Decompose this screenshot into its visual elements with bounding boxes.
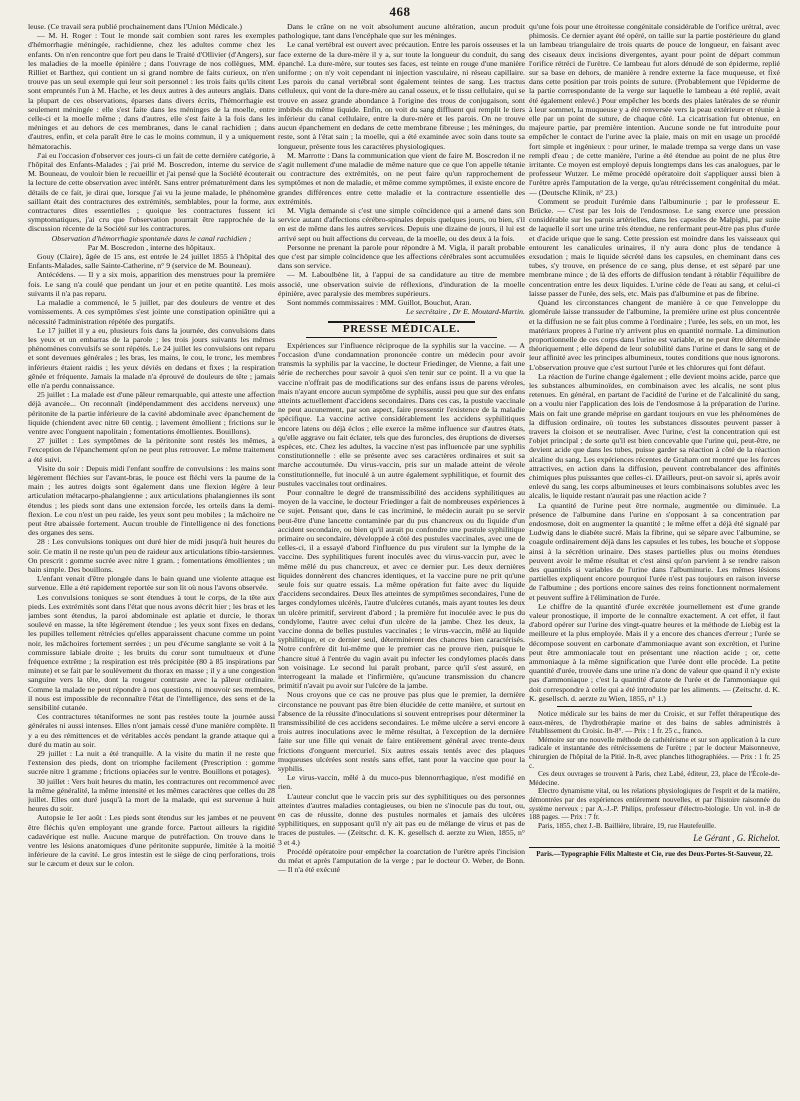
- advertisement: Mémoire sur une nouvelle méthode de cathétérisme et sur son application à la cure radicale et instantanée des rétrécissemens de l'urètre ; par le docteur Maisonneuve, chirurgien de l'hôpital de la Pitié. In-8, avec planches lithographiées. — Prix : 1 fr. 25 c.: [529, 735, 780, 770]
- observation-author: Par M. Boscredon , interne des hôpitaux.: [87, 242, 216, 252]
- paragraph: 30 juillet : Vers huit heures du matin, les contractures ont recommencé avec la même généralité, la même intensité et les mêmes caractères que celles du 28 juillet. Elles ont duré jusqu'à la mort de la malade, qui est survenue à huit heures du soir.: [28, 776, 275, 814]
- paragraph: Nous croyons que ce cas ne prouve pas plus que le premier, la dernière circonstance ne pouvant pas être bien élucidée de cette manière, et surtout en l'absence de la réussite d'inoculations si souvent entreprises pour déterminer la transmissibilité de ces accidens secondaires. Le même ulcère a servi encore à trois autres inoculations avec le même résultat, à l'exception de la dernière faite sur une fille qui venait de faire entièrement général avec trente-deux frictions d'onguent mercuriel. Six autres essais tentés avec des plaques muqueuses ulcérées sont restés sans effet, tant pour la vaccine que pour la syphilis.: [278, 690, 525, 774]
- paragraph: Ces contractures tétaniformes ne sont pas restées toute la journée aussi générales ni aussi intenses. Elles n'ont jamais cessé d'une manière complète. Il y a eu des rémittences et de véritables accès pendant la grande attaque qui a duré du matin au soir.: [28, 712, 275, 749]
- paragraph: Sont nommés commissaires : MM. Guillot, Bouchut, Aran.: [287, 298, 472, 308]
- paragraph: Quand les circonstances changent de manière à ce que l'enveloppe du glomérule laisse transsuder de l'albumine, la première urine est plus concentrée et la diffusion ne se fait plus comme à l'ordinaire ; l'urée, les sels, en un mot, les matériaux propres à l'urine n'y arrivent plus en quantité normale. La diminution proportionnelle de ces corps dans l'urine est variable, et ne peut être déterminée théoriquement ; elle dépend de leur solubilité dans l'urine et dans le sang et de leur affinité avec les principes albumineux, toutes conditions que nous ignorons. L'observation prouve que c'est surtout l'urée et les chlorures qui font défaut.: [529, 298, 780, 372]
- paragraph: leuse. (Ce travail sera publié prochainement dans l'Union Médicale.): [28, 22, 243, 31]
- advertisement: Electro dynamisme vital, ou les relations physiologiques de l'esprit et de la matière, démontrées par des expériences entièrement nouvelles, et par l'histoire raisonnée du système nerveux ; par A.-J.-P. Philips, professeur d'électro-biologie. Un vol. in-8 de 188 pages. — Prix : 7 fr.: [529, 787, 780, 822]
- paragraph: Le 17 juillet il y a eu, plusieurs fois dans la journée, des convulsions dans les yeux et un embarras de la parole ; les trois jours suivants les mêmes phénomènes convulsifs se sont répétés. Le 24 juillet les convulsions ont reparu et sont devenues générales ; les bras, les mains, le cou, le tronc, les membres inférieurs étaient raidis ; les yeux déviés en dedans et fixes ; la respiration gênée et fréquente. Jamais la malade n'a éprouvé de douleurs de tête ; jamais elle n'a perdu connaissance.: [28, 325, 275, 390]
- advertisement: Ces deux ouvrages se trouvent à Paris, chez Labé, éditeur, 23, place de l'École-de-Médecine.: [529, 770, 780, 787]
- gerant-signature: Le Gérant , G. Richelot.: [693, 833, 780, 844]
- paragraph: Visite du soir : Depuis midi l'enfant souffre de convulsions : les mains sont légèrement fléchies sur l'avant-bras, le pouce est fléchi vers la paume de la main ; les autres doigts sont également dans une flexion légère à leur articulation métacarpo-phalangienne ; aux articulations phalangiennes ils sont étendus ; les pieds sont dans une extension forcée, les orteils dans la demi-flexion. Le cou n'est un peu raide, les yeux sont peu mobiles ; la mâchoire ne peut être abaissée fortement. Aucun trouble de l'intelligence ni des fonctions des organes des sens.: [28, 463, 275, 538]
- paragraph: 27 juillet : Les symptômes de la péritonite sont restés les mêmes, à l'exception de l'épanchement qu'on ne peut plus retrouver. Le même traitement a été suivi.: [28, 436, 275, 464]
- paragraph: L'enfant venait d'être plongée dans le bain quand une violente attaque est survenue. Elle a été rapidement reportée sur son lit où nous l'avons observée.: [28, 574, 275, 593]
- paragraph: — M. Laboulbène lit, à l'appui de sa candidature au titre de membre associé, une observation suivie de réflexions, d'induration de la moelle épinière, avec paralysie des membres supérieurs.: [278, 270, 525, 298]
- column-left: [28, 22, 275, 1072]
- advertisements: [529, 710, 780, 830]
- paragraph: J'ai eu l'occasion d'observer ces jours-ci un fait de cette dernière catégorie, à l'hôpital des Enfants-Malades ; j'ai prié M. Boscredon, interne du service de M. Bouneau, de vouloir bien le recueillir et j'ai pensé que la Société écouterait la lecture de cette observation avec intérêt. Sans entrer prématurément dans les détails de ce fait, je dirai que, lorsque j'ai vu la jeune malade, le phénomène saillant était des contractures des extrémités, semblables, pour la forme, aux contractures dites essentielles ; quoique les contractures fussent ici symptomatiques, j'ai cru que l'observation pourrait être rapprochée de la discussion récente de la Société sur les contractures.: [28, 150, 275, 234]
- paragraph: 25 juillet : La malade est d'une pâleur remarquable, qui atteste une affection déjà avancée... On reconnaît (indépendamment des accidens nerveux) une péritonite de la partie inférieure de la cavité abdominale avec épanchement de liquide (chiendent avec nitre 60 centig. ; lavement émollient ; frictions sur le ventre avec l'onguent napolitain ; fomentations émollientes. Bouillons).: [28, 390, 275, 436]
- paragraph: La maladie a commencé, le 5 juillet, par des douleurs de ventre et des vomissements. A ces symptômes s'est jointe une constipation opiniâtre qui a nécessité l'administration répétée des purgatifs.: [28, 298, 275, 326]
- advertisement: Paris, 1855, chez J.-B. Baillière, libraire, 19, rue Hautefeuille.: [538, 821, 717, 830]
- paragraph: Le canal vertébral est ouvert avec précaution. Entre les parois osseuses et la face externe de la dure-mère il y a, sur toute la longueur du conduit, du sang épanché. La dure-mère, sur toutes ses faces, est teinte en rouge d'une manière uniforme ; on n'y voit cependant ni injection vasculaire, ni réseau capillaire. Les parois du canal vertébral sont également teintes de sang. Les tractus celluleux, qui vont de la dure-mère au canal osseux, et le tissu cellulaire, qui se trouve en assez grande abondance à l'origine des trous de conjugaison, sont imbibés du même liquide. Enfin, on voit du sang diffluent qui remplit le tiers inférieur du canal cellulaire, entre la dure-mère et les parois. On ne trouve aucun épanchement en dedans de cette membrane fibreuse ; les méninges, du reste, sont à l'état sain ; la moelle, qui a été examinée avec soin dans toute sa longueur, présente tous les caractères physiologiques.: [278, 40, 525, 151]
- paragraph: Procédé opératoire pour empêcher la coarctation de l'urètre après l'incision du méat et après l'amputation de la verge ; par le docteur O. Weber, de Bonn. — Il n'a été exécuté: [278, 846, 525, 875]
- paragraph: Personne ne prenant la parole pour répondre à M. Vigla, il paraît probable que c'est par simple coïncidence que les affections cérébrales sont accumulées dans son service.: [278, 242, 525, 271]
- paragraph: M. Marrotte : Dans la communication que vient de faire M. Boscredon il ne s'agit nullement d'une maladie de même nature que ce que l'on appelle tétanie ou contracture des extrémités, on ne peut faire qu'un rapprochement de symptômes et non de maladie, et même comme symptômes, il existe encore de grandes différences entre cette maladie et la contracture essentielle des extrémités.: [278, 150, 525, 206]
- paragraph: Expériences sur l'influence réciproque de la syphilis sur la vaccine. — A l'occasion d'une condamnation prononcée contre un médecin pour avoir transmis la syphilis par la vaccine, le docteur Friedinger, de Vienne, a fait une série de recherches pour savoir à quoi s'en tenir sur ce point. Il a vu que la vaccine n'offrait pas de modifications sur des enfans issus de parens véroles, mais n'ayant encore aucun symptôme de syphilis, aussi peu que sur des enfans atteints actuellement d'accidens secondaires. Dans ces cas, la pustule vaccinale ne peut aucunement, par son aspect, faire pressentir l'existence de la maladie spécifique. La vaccine active considérablement les accidens syphilitiques encore latens ou déjà éclos ; elle exerce la même influence sur d'autres états, qu'elle aggrave ou fait éclater, tels que des furoncles, des éruptions de diverses espèces, etc. Chez les adultes, la vaccine n'est pas influencée par une syphilis constitutionnelle : elle se présente avec ses caractères ordinaires et suit sa marche accoutumée. Du virus-vaccin, pris sur un malade atteint de vérole constitutionnelle, fut inoculé à un autre également syphilitique, et fournit des pustules vaccinales tout ordinaires.: [278, 340, 525, 488]
- paragraph: Le chiffre de la quantité d'urée excrétée journellement est d'une grande valeur pronostique, il importe de le connaître exactement. A cet effet, il faut d'abord opérer sur l'urine des vingt-quatre heures et la méthode de Liebig est la meilleure et la plus employée. Mais il y a encore des chances d'erreur ; l'urée se décompose souvent en carbonate d'ammoniaque avant son excrétion, et l'urine peut être ammoniacale tout en présentant une réaction acide ; or, cette ammoniaque à la même signification que l'urée dont elle procède. La petite quantité d'urée, trouvée dans une urine n'a donc de valeur que quand il n'y existe pas d'ammoniaque ; c'est la quantité d'azote de l'urée et de l'ammoniaque qui doit correspondre à celle qui a été introduite par les aliments. — (Zeitschr. d. K. K. gesellsch. d. aerzte zu Wien, 1855, n° 1.): [529, 601, 780, 703]
- column-right: [529, 22, 780, 1072]
- paragraph: 28 : Les convulsions toniques ont duré hier de midi jusqu'à huit heures du soir. Ce matin il ne reste qu'un peu de raideur aux articulations tibio-tarsiennes. On prescrit : gomme sucrée avec nitre 1 gram. ; fomentations émollientes ; un bain simple. Des bouillons.: [28, 537, 275, 574]
- paragraph: qu'une fois pour une étroitesse congénitale considérable de l'orifice urétral, avec phimosis. Ce dernier ayant été opéré, on taille sur la partie postérieure du gland un lambeau triangulaire de trois quarts de pouce de longueur, en faisant avec des ciseaux deux incisions divergentes, ayant pour point de départ commun l'orifice rétréci de l'urètre. Ce lambeau fut alors dénudé de son épiderme, replié sur sa base en dehors, de manière à rendre externe la face muqueuse, et fixé dans cette position par trois points de suture. (Probablement que l'épiderme de la partie correspondante de la verge sur laquelle le lambeau a été replié, avait été également enlevé.) Pour empêcher les bords des plaies latérales de se réunir à leur sommet, la muqueuse y a été renversée vers la peau extérieure et réunie à elle par un point de suture, de chaque côté. La cicatrisation fut obtenue, en majeure partie, par première intention. Aucune sonde ne fut introduite pour empêcher le contact de l'urine avec la plaie, mais on mit en usage un procédé fort simple et ingénieux : pour uriner, le malade trempa sa verge dans un vase rempli d'eau ; de cette manière, l'urine a été étendue au point de ne plus être irritante. Ce moyen est employé depuis longtemps dans les cas analogues, par le professeur Wutzer. Le même procédé opératoire doit s'appliquer aussi bien à l'urètre après l'amputation de la verge, qu'au rétrécissement congénital du méat. — (Deutsche Klinik, n° 23.): [529, 22, 780, 197]
- section-title: PRESSE MÉDICALE.: [342, 322, 461, 335]
- divider: [557, 706, 752, 707]
- column-middle: [278, 22, 525, 1072]
- paragraph: Gouy (Claire), âgée de 15 ans, est entrée le 24 juillet 1855 à l'hôpital des Enfants-Malades, salle Sainte-Catherine, n° 9 (service de M. Bouneau).: [28, 252, 275, 271]
- divider: [306, 337, 497, 338]
- advertisement: Notice médicale sur les bains de mer du Croisic, et sur l'effet thérapeutique des eaux-mères, de l'hydrothérapie marine et des bains de sables administrés à l'établissement du Croisic. In-8°. — Prix : 1 fr. 25 c., franco.: [529, 710, 780, 736]
- secretary-signature: Le secrétaire , Dr E. Moutard-Martin.: [406, 307, 525, 317]
- observation-title: Observation d'hémorrhagie spontanée dans le canal rachidien ;: [51, 233, 252, 243]
- paragraph: Autopsie le 1er août : Les pieds sont étendus sur les jambes et ne peuvent être fléchis qu'en employant une grande force. Partout ailleurs la rigidité cadavérique est nulle. Aucune marque de putréfaction. On trouve dans le ventre les lésions anatomiques d'une péritonite suppurée, limitée à la moitié inférieure de la cavité. Le gros intestin est le siège de cinq perforations, trois sur le cæcum et deux sur le colon.: [28, 813, 275, 869]
- paragraph: La réaction de l'urine change également ; elle devient moins acide, parce que les substances albuminoïdes, en combinaison avec les alcalis, ne sont plus retenues. En général, en partant de l'acidité de l'urine et de l'alcalinité du sang, on a voulu nier l'application des lois de l'endosmose à la préparation de l'urine. Mais on fait une grande méprise en gardant toujours en vue les phénomènes de la diffusion ordinaire, où toutes les substances dissoutes peuvent passer à travers la cloison et se neutraliser. Avec l'urine, c'est la concentration qui est l'objet principal ; de sorte qu'il est bien concevable que l'urine qui, peut-être, ne devient acide que dans les tubes, puisse garder sa réaction à côté de la réaction alcaline du sang. Les expériences récentes de Graham ont montré que les forces attractives, en action dans la diffusion, peuvent contrebalancer des affinités chimiques plus puissantes que celles-ci. D'ailleurs, peut-on savoir si, après avoir enlevé du sang, les corps albumineuses et leurs combinaisons solubles avec les alcalis, le liquide restant n'aurait pas une réaction acide ?: [529, 371, 780, 501]
- paragraph: Les convulsions toniques se sont étendues à tout le corps, de la tête aux pieds. Les extrémités sont dans l'état que nous avons décrit hier ; les bras et les jambes sont étendus, la paroi abdominale est aplatie et durcie, le thorax soulevé en masse, la tête légèrement étendue ; les yeux sont fixes en dedans, les pupilles tellement rétrécies qu'elles apparaissent chacune comme un point noir, les mâchoires fortement serrées ; un peu d'écume sanglante se voit à la commissure labiale droite ; les bruits du cœur sont tumultueux et d'une fréquence extrême ; la respiration est très précipitée (80 à 85 inspirations par minute) et se fait par le soulèvement du thorax en masse ; il y a une congestion sanguine vers la tête, dont la rougeur contraste avec la pâleur ordinaire. Comme la malade ne peut répondre à nos questions, ni mouvoir ses membres, il nous est impossible de reconnaître l'état de l'intelligence, des sens et de la sensibilité cutanée.: [28, 592, 275, 713]
- paragraph: M. Vigla demande si c'est une simple coïncidence qui a amené dans son service autant d'affections cérébro-spinales depuis quelques jours, ou bien, s'il en est de même dans les autres services. Depuis une dizaine de jours, il lui est arrivé sept ou huit affections du cerveau, de la moelle, ou des deux à la fois.: [278, 206, 525, 243]
- paragraph: Pour connaître le degré de transmissibilité des accidens syphilitiques au moyen de la vaccine, le docteur Friedinger a fait de nombreuses expériences à ce sujet. Pensant que, dans le cas incriminé, le médecin aurait pu se servir peut-être d'une lancette contaminée par du pus chancreux ou du liquide d'un accident secondaire, ou bien qu'il aurait pu confondre une pustule syphilitique primaire ou secondaire, développée à côté des pustules vaccinales, avec une de celles-ci, il a essayé d'abord l'influence du pus virulent sur la lymphe de la vaccine. Des syphilitiques furent inoculés avec du virus-vaccin pur, avec le même mêlé du pus chancreux, et avec ce dernier pur. Les deux dernières liquides donnèrent des chancres identiques, et la vaccine pure ne prit qu'une seule fois sur quatre essais. La même opération fut faite avec du liquide d'accidens secondaires. Deux îles atteintes de symptômes secondaires, l'une de larges condylomes ulcérés, l'autre d'ulcères cutanés, mais ayant toutes les deux un ulcère primitif, servirent d'abord ; la première fut inoculée avec le pus du condylome, l'autre avec celui d'un ulcère de la jambe. Chez les deux, la vaccine donna de belles pustules vaccinales ; le virus-vaccin, mêlé au liquide syphilitique, et ce dernier seul, déterminèrent des chancres bien caractérisés. Notre confrère dit lui-même que le premier cas ne prouve rien, puisque le chancre situé à l'entrée du vagin avait pu infecter les condylomes placés dans son voisinage. Le second lui paraît probant, parce qu'il s'est assuré, en interrogeant la malade et l'infirmière, qu'aucune transmission du chancre primitif n'avait pu avoir sur l'ulcère de la jambe.: [278, 487, 525, 691]
- paragraph: Comment se produit l'urémie dans l'albuminurie ; par le professeur E. Brücke. — C'est par les lois de l'endosmose. Le sang exerce une pression considérable sur les parois artérielles, dans les capsules de Malpighi, par suite de laquelle il sort une urine très étendue, ne renfermant peut-être pas plus d'urée et d'acide urique que le sang. Cette pression est moindre dans les vaisseaux qui entourent les canalicules urinaires, il n'y aura donc plus de tendance à exsudation ; mais le liquide sécrété dans les capsules, en cheminant dans ces tubes, s'y trouve, en présence de ce sang, plus dense, et est séparé par une membrane mince ; de là des efforts de diffusion tendant à rétablir l'équilibre de concentration entre les deux liquides. L'urine cède de l'eau au sang, et celui-ci laisse passer de l'urée, des sels, etc. Mais pas d'albumine et pas de fibrine.: [529, 196, 780, 298]
- paragraph: — M. H. Roger : Tout le monde sait combien sont rares les exemples d'hémorrhagie méningée, rachidienne, chez les adultes comme chez les enfants. On n'en rencontre que fort peu dans le Traité d'Ollivier (d'Angers), sur les maladies de la moelle épinière ; dans l'ouvrage de nos collègues, MM. Rilliet et Barthez, qui contient un si grand nombre de faits curieux, on n'en trouve pas un seul exemple qui leur soit personnel : les trois faits qu'ils citent sont empruntés l'un à M. Hache, et les deux autres à des auteurs anglais. Dans la plupart de ces observations, éparses dans divers écrits, l'hémorrhagie est seulement méningée : elle s'est faite dans les méninges de la moelle, entre celle-ci et la moelle même ; dans d'autres, elle s'est faite à la fois dans les méninges et au dehors de ces membranes, dans le canal rachidien ; dans d'autres, enfin, et cela paraît être le cas le moins commun, il y a uniquement hématorachis.: [28, 31, 275, 151]
- printer-imprint: Paris.—Typographie Félix Malteste et Cie, rue des Deux-Portes-St-Sauveur, 22.: [529, 847, 780, 859]
- paragraph: Dans le crâne on ne voit absolument aucune altération, aucun produit pathologique, tant dans l'encéphale que sur les méninges.: [278, 22, 525, 41]
- paragraph: La quantité de l'urine peut être normale, augmentée ou diminuée. La présence de l'albumine dans l'urine en s'opposant à sa concentration par endosmose, doit en augmenter la quantité ; le même effet a déjà été signalé par Ludwig dans le diabète sucré. Mais la fibrine, qui se sépare avec l'albumine, se coagule ordinairement déjà dans les capsules et les tubes, les bouche et s'oppose ainsi à la sécrétion urinaire. Des stases partielles plus ou moins étendues peuvent avoir le même résultat et c'est ainsi qu'on parvient à se rendre raison des quantités si variables de l'urine dans l'albuminurie. Les mêmes lésions partielles expliquent encore pourquoi l'urée n'est pas toujours en raison inverse de l'albumine ; des portions encore saines des reins fonctionnent normalement et peuvent suffire à l'élimination de l'urée.: [529, 500, 780, 602]
- paragraph: L'auteur conclut que le vaccin pris sur des syphilitiques ou des personnes atteintes d'autres maladies contagieuses, ou bien ne s'inocule pas du tout, ou, en cas de réussite, donne des pustules normales et jamais des ulcères syphilitiques, en supposant qu'il n'y ait pas eu de mélange de virus et pas de traces de pustules. — (Zeitschr. d. K. K. gesellsch d. aerzte zu Wien, 1855, n° 3 et 4.): [278, 791, 525, 847]
- page-number: 468: [389, 4, 411, 19]
- paragraph: Le virus-vaccin, mêlé à du muco-pus blennorrhagique, n'est modifié en rien.: [278, 773, 525, 792]
- paragraph: 29 juillet : La nuit a été tranquille. A la visite du matin il ne reste que l'extension des pieds, dont on triomphe facilement (Prescription : gomme sucrée nitre 1 gramme ; frictions opiacées sur le ventre. Bouillons et potages).: [28, 749, 275, 777]
- paragraph: Antécédens. — Il y a six mois, apparition des menstrues pour la première fois. Le sang n'a coulé que pendant un jour et en petite quantité. Les mois suivants il n'a pas reparu.: [28, 270, 275, 298]
